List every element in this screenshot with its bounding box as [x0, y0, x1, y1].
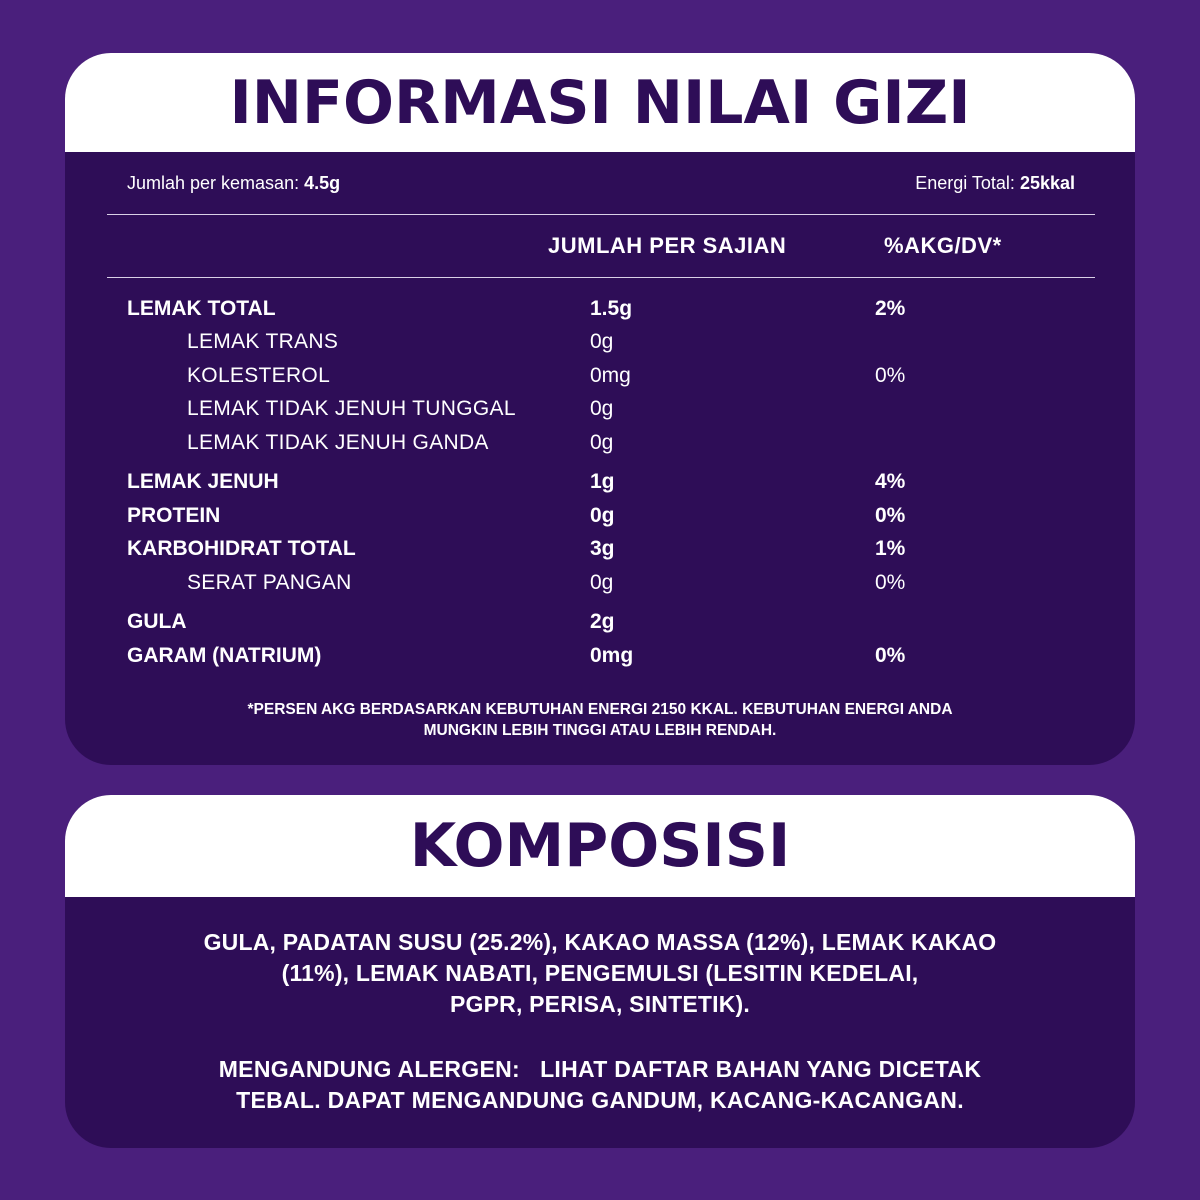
nutrient-amount: 0g — [590, 570, 614, 594]
nutrient-amount: 0mg — [590, 363, 631, 387]
total-energy — [915, 173, 1075, 194]
nutrient-amount: 0g — [590, 330, 614, 354]
nutrient-amount: 1g — [590, 470, 615, 494]
ingredients-line: GULA, PADATAN SUSU (25.2%), KAKAO MASSA (12%), LEMAK KAKAO — [203, 929, 997, 955]
ingredients-line: PGPR, PERISA, SINTETIK). — [449, 991, 750, 1017]
nutrient-amount: 3g — [590, 537, 615, 561]
nutrient-row — [65, 606, 1135, 640]
nutrient-table — [65, 278, 1135, 673]
nutrient-row — [65, 466, 1135, 500]
nutrient-name: LEMAK JENUH — [127, 470, 279, 494]
nutrient-row — [65, 292, 1135, 326]
serving-label: Jumlah per kemasan: — [127, 172, 300, 193]
nutrient-dv: 0% — [875, 643, 906, 667]
nutrient-name: GULA — [127, 610, 187, 634]
nutrient-name: LEMAK TIDAK JENUH GANDA — [187, 430, 489, 454]
footnote-line: MUNGKIN LEBIH TINGGI ATAU LEBIH RENDAH. — [423, 721, 777, 739]
nutrition-title: INFORMASI NILAI GIZI — [229, 67, 971, 138]
nutrient-row — [65, 359, 1135, 393]
composition-title: KOMPOSISI — [409, 811, 791, 881]
nutrient-amount: 0g — [590, 430, 614, 454]
nutrient-amount: 2g — [590, 610, 615, 634]
ingredients-list — [65, 897, 1135, 1020]
nutrient-row — [65, 639, 1135, 673]
column-headers — [65, 215, 1135, 277]
nutrient-name: KOLESTEROL — [187, 363, 331, 387]
nutrient-row — [65, 499, 1135, 533]
energy-value: 25kkal — [1019, 172, 1075, 193]
nutrient-dv: 2% — [875, 296, 906, 320]
nutrition-header — [65, 53, 1135, 152]
akg-footnote — [65, 699, 1135, 741]
nutrition-facts-card — [65, 53, 1135, 765]
allergen-line: MENGANDUNG ALERGEN: LIHAT DAFTAR BAHAN YANG DICETAK — [218, 1056, 982, 1082]
nutrient-row — [65, 326, 1135, 360]
column-header-amount: JUMLAH PER SAJIAN — [548, 233, 787, 258]
nutrient-row — [65, 533, 1135, 567]
nutrient-amount: 0mg — [590, 643, 634, 667]
nutrient-name: LEMAK TOTAL — [127, 296, 276, 320]
serving-size — [127, 173, 340, 194]
ingredients-line: (11%), LEMAK NABATI, PENGEMULSI (LESITIN KEDELAI, — [281, 960, 919, 986]
nutrient-dv: 0% — [875, 570, 906, 594]
nutrient-row — [65, 393, 1135, 427]
nutrient-dv: 0% — [875, 363, 906, 387]
nutrient-name: LEMAK TIDAK JENUH TUNGGAL — [187, 397, 516, 421]
nutrient-name: PROTEIN — [127, 503, 221, 527]
nutrient-row — [65, 426, 1135, 460]
nutrient-row — [65, 566, 1135, 600]
column-header-dv: %AKG/DV* — [884, 233, 1002, 258]
allergen-line: TEBAL. DAPAT MENGANDUNG GANDUM, KACANG-KACANGAN. — [236, 1087, 964, 1113]
composition-card — [65, 795, 1135, 1148]
nutrient-name: SERAT PANGAN — [187, 570, 352, 594]
nutrient-amount: 1.5g — [590, 296, 633, 320]
nutrient-amount: 0g — [590, 503, 615, 527]
nutrient-name: GARAM (NATRIUM) — [127, 643, 322, 667]
serving-value: 4.5g — [304, 172, 341, 193]
nutrient-name: LEMAK TRANS — [187, 330, 339, 354]
allergen-statement — [65, 1020, 1135, 1116]
nutrient-dv: 0% — [875, 503, 906, 527]
nutrient-dv: 1% — [875, 537, 906, 561]
serving-info — [65, 152, 1135, 214]
composition-header — [65, 795, 1135, 897]
nutrient-name: KARBOHIDRAT TOTAL — [127, 537, 356, 561]
energy-label: Energi Total: — [915, 172, 1015, 193]
nutrient-dv: 4% — [875, 470, 906, 494]
footnote-line: *PERSEN AKG BERDASARKAN KEBUTUHAN ENERGI 2150 KKAL. KEBUTUHAN ENERGI ANDA — [247, 700, 953, 718]
nutrient-amount: 0g — [590, 397, 614, 421]
